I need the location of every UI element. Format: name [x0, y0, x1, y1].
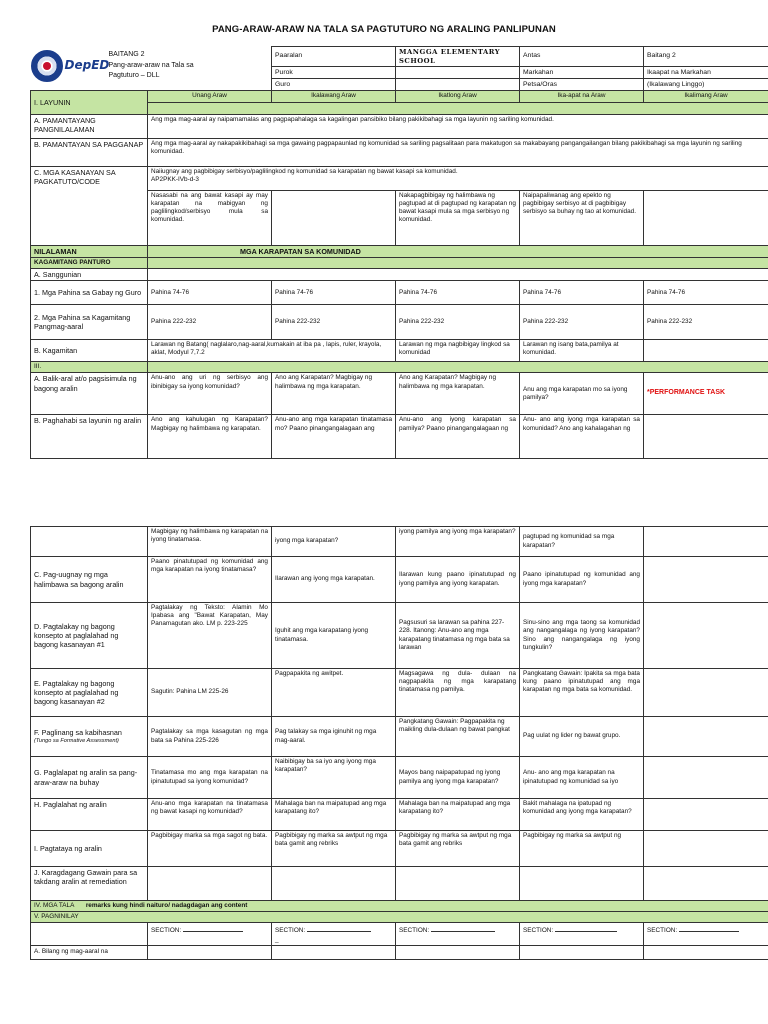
pagtalakay-2-day-4: Pangkatang Gawain: Ipakita sa mga bata kung paano ipinatutupad ang mga karapatan ng mga bata sa komunidad.: [520, 669, 644, 717]
antas-label: Antas: [520, 47, 644, 67]
kasanayan-day-2: [272, 190, 396, 245]
karagdagang-gawain-label: J. Karagdagang Gawain para sa takdang aralin at remediation: [31, 867, 148, 901]
pagtalakay-2-day-3: Magsagawa ng dula- dulaan na nagpapakita ng mga karapatang tinatamasa ng pamilya.: [396, 669, 520, 717]
pag-uugnay-day-4: Paano ipinatutupad ng komunidad ang iyong mga karapatan?: [520, 557, 644, 603]
bilang-mag-aaral-label: A. Bilang ng mag-aaral na: [31, 945, 148, 959]
paglalapat-day-2: Naibibigay ba sa iyo ang iyong mga karapatan?: [272, 757, 396, 799]
pagtalakay-2-day-5: [644, 669, 768, 717]
paglinang-day-5: [644, 717, 768, 757]
day-2-header: Ikalawang Araw: [272, 91, 396, 102]
nilalaman-topic: MGA KARAPATAN SA KOMUNIDAD: [148, 245, 768, 257]
paglalahat-label: H. Paglalahat ng aralin: [31, 799, 148, 831]
kagamitang-day-4: Pahina 222-232: [520, 305, 644, 340]
balik-aral-day-2: Ano ang Karapatan? Magbigay ng halimbawa ng mga karapatan.: [272, 373, 396, 415]
balik-aral-day-4: Anu ang mga karapatan mo sa iyong pamilya?: [520, 373, 644, 415]
pagtataya-day-3: Pagbibigay ng marka sa awtput ng mga bata gamit ang rebriks: [396, 831, 520, 867]
paghahabi-cont-day-4: pagtupad ng komunidad sa mga karapatan?: [520, 527, 644, 557]
paghahabi-cont-day-5: [644, 527, 768, 557]
paghahabi-label: B. Paghahabi sa layunin ng aralin: [31, 415, 148, 459]
paglinang-day-3: Pangkatang Gawain: Pagpapakita ng maikling dula-dulaan ng bawat pangkat: [396, 717, 520, 757]
kagamitang-pangmag-aaral-label: 2. Mga Pahina sa Kagamitang Pangmag-aaral: [31, 305, 148, 340]
paglinang-subtitle: (Tungo sa Formative Assessment): [34, 737, 119, 744]
pagtalakay-1-day-3: Pagsusuri sa larawan sa pahina 227-228. Itanong: Anu-ano ang mga karapatang tinatamasa ng mga bata sa larawan: [396, 603, 520, 669]
kasanayan-day-3: Nakapagbibigay ng halimbawa ng pagtupad at di pagtupad ng karapatan ng bawat kasapi mula sa mga serbisyo ng komunidad.: [396, 190, 520, 245]
header-dll-line: Pagtuturo – DLL: [108, 71, 160, 79]
paglalapat-day-1: Tinatamasa mo ang mga karapatan na ipinatutupad sa iyong komunidad?: [148, 757, 272, 799]
paghahabi-cont-day-1: Magbigay ng halimbawa ng karapatan na iyong tinatamasa.: [148, 527, 272, 557]
section-day-3: SECTION:: [396, 923, 520, 945]
pamamaraan-heading: III.: [31, 362, 148, 373]
kagamitang-panturo-spacer: [148, 257, 768, 268]
paglalahat-day-4: Bakit mahalaga na ipatupad ng komunidad ang iyong mga karapatan?: [520, 799, 644, 831]
paghahabi-day-4: Anu- ano ang iyong mga karapatan sa komunidad? Ano ang kahalagahan ng: [520, 415, 644, 459]
pagtalakay-1-label: D. Pagtalakay ng bagong konsepto at paglalahad ng bagong kasanayan #1: [31, 603, 148, 669]
day-5-header: Ikalimang Araw: [644, 91, 768, 102]
section-label-cell: [31, 923, 148, 945]
gabay-day-4: Pahina 74-76: [520, 281, 644, 305]
paghahabi-day-2: Anu-ano ang mga karapatan tinatamasa mo? Paano pinangangalagaan ang: [272, 415, 396, 459]
gabay-day-5: Pahina 74-76: [644, 281, 768, 305]
paglalapat-label: G. Paglalapat ng aralin sa pang-araw-araw na buhay: [31, 757, 148, 799]
paglinang-label: [31, 717, 148, 757]
kasanayan-day-4: Naipapaliwanag ang epekto ng pagbibigay serbisyo at di pagbibigay serbisyo sa buhay ng tao at komunidad.: [520, 190, 644, 245]
karagdagang-gawain-day-1: [148, 867, 272, 901]
gabay-guro-label: 1. Mga Pahina sa Gabay ng Guro: [31, 281, 148, 305]
kasanayan-day-5: [644, 190, 768, 245]
bilang-day-3: [396, 945, 520, 959]
nilalaman-label: NILALAMAN: [31, 245, 148, 257]
sanggunian-spacer: [148, 268, 768, 280]
paglinang-day-4: Pag uulat ng lider ng bawat grupo.: [520, 717, 644, 757]
section-day-4: SECTION:: [520, 923, 644, 945]
balik-aral-label: A. Balik-aral at/o pagsisimula ng bagong aralin: [31, 373, 148, 415]
guro-value: [396, 79, 520, 91]
pamantayan-sa-pagganap-label: B. PAMANTAYAN SA PAGGANAP: [31, 138, 148, 166]
mga-tala-remark: remarks kung hindi naituro/ nadagdagan ang content: [85, 902, 248, 909]
header-doc-line: Pang-araw-araw na Tala sa: [108, 61, 194, 69]
markahan-value: Ikaapat na Markahan: [644, 67, 768, 79]
pagtataya-day-4: Pagbibigay ng marka sa awtput ng: [520, 831, 644, 867]
paglinang-day-2: Pag talakay sa mga iginuhit ng mga mag-aaral.: [272, 717, 396, 757]
pag-uugnay-label: C. Pag-uugnay ng mga halimbawa sa bagong aralin: [31, 557, 148, 603]
bilang-day-5: [644, 945, 768, 959]
pamamaraan-spacer: [148, 362, 768, 373]
pagtataya-label: I. Pagtataya ng aralin: [31, 831, 148, 867]
pagtataya-day-5: [644, 831, 768, 867]
antas-value: Baitang 2: [644, 47, 768, 67]
kagamitan-day-5: [644, 340, 768, 362]
kasanayan-code: AP2PKK-IVb-d-3: [151, 175, 199, 183]
paghahabi-cont-day-3: iyong pamilya ang iyong mga karapatan?: [396, 527, 520, 557]
page-two: [30, 526, 768, 960]
gabay-day-2: Pahina 74-76: [272, 281, 396, 305]
paghahabi-cont-day-2: iyong mga karapatan?: [272, 527, 396, 557]
paghahabi-day-1: Ano ang kahulugan ng Karapatan? Magbigay ng halimbawa ng karapatan.: [148, 415, 272, 459]
layunin-heading: I. LAYUNIN: [31, 91, 148, 114]
header-logo-cell: [31, 47, 272, 91]
pagtalakay-2-day-1: Sagutin: Pahina LM 225-26: [148, 669, 272, 717]
paglalahat-day-2: Mahalaga ban na maipatupad ang mga karapatang ito?: [272, 799, 396, 831]
document-title: PANG-ARAW-ARAW NA TALA SA PAGTUTURO NG ARALING PANLIPUNAN: [212, 24, 556, 35]
pagtalakay-2-day-2: Pagpapakita ng awitpet.: [272, 669, 396, 717]
kagamitan-day-3: Larawan ng mga nagbibigay lingkod sa komunidad: [396, 340, 520, 362]
mga-tala-row: [31, 901, 768, 912]
karagdagang-gawain-day-3: [396, 867, 520, 901]
day-4-header: Ika-apat na Araw: [520, 91, 644, 102]
pagtataya-day-2: Pagbibigay ng marka sa awtput ng mga bata gamit ang rebriks: [272, 831, 396, 867]
kasanayan-text: [148, 166, 768, 190]
deped-seal-icon: [31, 50, 63, 82]
pagtalakay-1-day-2: Iguhit ang mga karapatang iyong tinatamasa.: [272, 603, 396, 669]
kagamitang-day-1: Pahina 222-232: [148, 305, 272, 340]
paglalapat-day-3: Mayos bang naipapatupad ng iyong pamilya ang iyong mga karapatan?: [396, 757, 520, 799]
pag-uugnay-day-2: Ilarawan ang iyong mga karapatan.: [272, 557, 396, 603]
paaralan-label: Paaralan: [272, 47, 396, 67]
petsa-value: (Ikalawang Linggo): [644, 79, 768, 91]
gabay-day-1: Pahina 74-76: [148, 281, 272, 305]
paghahabi-cont-label: [31, 527, 148, 557]
karagdagang-gawain-day-5: [644, 867, 768, 901]
performance-task-label: *PERFORMANCE TASK: [644, 373, 768, 415]
bilang-day-2: [272, 945, 396, 959]
header-grade: BAITANG 2: [108, 51, 145, 59]
section-day-5: SECTION:: [644, 923, 768, 945]
bilang-day-4: [520, 945, 644, 959]
paglinang-title: F. Paglinang sa kabihasnan: [34, 728, 122, 738]
section-day-2: SECTION: _: [272, 923, 396, 945]
purok-value: [396, 67, 520, 79]
pamantayan-sa-pagganap-text: Ang mga mag-aaral ay nakapakikibahagi sa mga gawaing pagpapaunlad ng komunidad sa sariling pagsalitaan para makatugon sa makabayang pangangailangan bilang pakikibahagi sa mga layunin ng sariling komunidad.: [148, 138, 768, 166]
kagamitan-day-1: Larawan ng Batang( naglalaro,nag-aaral,kumakain at iba pa , lapis, ruler, krayola, aklat, Modyul 7,7.2: [148, 340, 396, 362]
paghahabi-day-5: [644, 415, 768, 459]
pamantayang-pangnilalaman-label: A. PAMANTAYANG PANGNILALAMAN: [31, 114, 148, 138]
kasanayan-label: C. MGA KASANAYAN SA PAGKATUTO/CODE: [31, 166, 148, 245]
kagamitan-label: B. Kagamitan: [31, 340, 148, 362]
dll-table-page-two: [30, 526, 768, 960]
sanggunian-label: A. Sanggunian: [31, 268, 148, 280]
paghahabi-day-3: Anu-ano ang iyong karapatan sa pamilya? Paano pinangangalagaan ng: [396, 415, 520, 459]
kagamitan-day-4: Larawan ng isang bata,pamilya at komunidad.: [520, 340, 644, 362]
layunin-spacer: [148, 102, 768, 114]
pagtataya-day-1: Pagbibigay marka sa mga sagot ng bata.: [148, 831, 272, 867]
pag-uugnay-day-5: [644, 557, 768, 603]
markahan-label: Markahan: [520, 67, 644, 79]
balik-aral-day-1: Anu-ano ang uri ng serbisyo ang ibinibigay sa iyong komunidad?: [148, 373, 272, 415]
pagtalakay-1-day-4: Sinu-sino ang mga taong sa komunidad ang nangangalaga ng iyong karapatan? Sino ang nangangalaga ng iyong tungkulin?: [520, 603, 644, 669]
purok-label: Purok: [272, 67, 396, 79]
pamantayang-pangnilalaman-text: Ang mga mag-aaral ay naipamamalas ang pagpapahalaga sa kagalingan pansibiko bilang pakikibahagi sa mga layunin ng sariling komunidad.: [148, 114, 768, 138]
kasanayan-day-1: Nasasabi na ang bawat kasapi ay may karapatan na mabigyan ng paglilingkod/serbisyo mula sa komunidad.: [148, 190, 272, 245]
guro-label: Guro: [272, 79, 396, 91]
bilang-day-1: [148, 945, 272, 959]
petsa-label: Petsa/Oras: [520, 79, 644, 91]
day-1-header: Unang Araw: [148, 91, 272, 102]
gabay-day-3: Pahina 74-76: [396, 281, 520, 305]
day-3-header: Ikatlong Araw: [396, 91, 520, 102]
karagdagang-gawain-day-4: [520, 867, 644, 901]
page-one: [30, 46, 768, 459]
mga-tala-label: IV. MGA TALA: [34, 902, 75, 909]
section-day-1: SECTION:: [148, 923, 272, 945]
pagtalakay-2-label: E. Pagtalakay ng bagong konsepto at paglalahad ng bagong kasanayan #2: [31, 669, 148, 717]
kagamitang-day-5: Pahina 222-232: [644, 305, 768, 340]
pagtalakay-1-day-5: [644, 603, 768, 669]
karagdagang-gawain-day-2: [272, 867, 396, 901]
pagtalakay-1-day-1: Pagtalakay ng Teksto: Alamin Mo Ipabasa ang "Bawat Karapatan, May Panamagutan ako. LM p. 223-225: [148, 603, 272, 669]
kasanayan-description: Naiiugnay ang pagbibigay serbisyo/paglilingkod ng komunidad sa karapatan ng bawat kasapi sa komunidad.: [151, 167, 458, 175]
paglalahat-day-5: [644, 799, 768, 831]
dll-table-page-one: [30, 46, 768, 459]
pag-uugnay-day-1: Paano pinatutupad ng komunidad ang mga karapatan na iyong tinatamasa?: [148, 557, 272, 603]
kagamitang-panturo-label: KAGAMITANG PANTURO: [31, 257, 148, 268]
paglalapat-day-4: Anu- ano ang mga karapatan na ipinatutupad ng komunidad sa iyo: [520, 757, 644, 799]
pag-uugnay-day-3: Ilarawan kung paano ipinatutupad ng iyong pamilya ang iyong karapatan.: [396, 557, 520, 603]
kagamitang-day-2: Pahina 222-232: [272, 305, 396, 340]
paglalahat-day-1: Anu-ano mga karapatan na tinatamasa ng bawat kasapi ng komunidad?: [148, 799, 272, 831]
balik-aral-day-3: Ano ang Karapatan? Magbigay ng halimbawa ng mga karapatan.: [396, 373, 520, 415]
school-name: MANGGA ELEMENTARY SCHOOL: [396, 47, 520, 67]
deped-logo: DepED: [64, 58, 110, 73]
pagninilay-label: V. PAGNINILAY: [31, 912, 768, 923]
paglinang-day-1: Pagtalakay sa mga kasagutan ng mga bata sa Pahina 225-226: [148, 717, 272, 757]
paglalapat-day-5: [644, 757, 768, 799]
paglalahat-day-3: Mahalaga ban na maipatupad ang mga karapatang ito?: [396, 799, 520, 831]
kagamitang-day-3: Pahina 222-232: [396, 305, 520, 340]
